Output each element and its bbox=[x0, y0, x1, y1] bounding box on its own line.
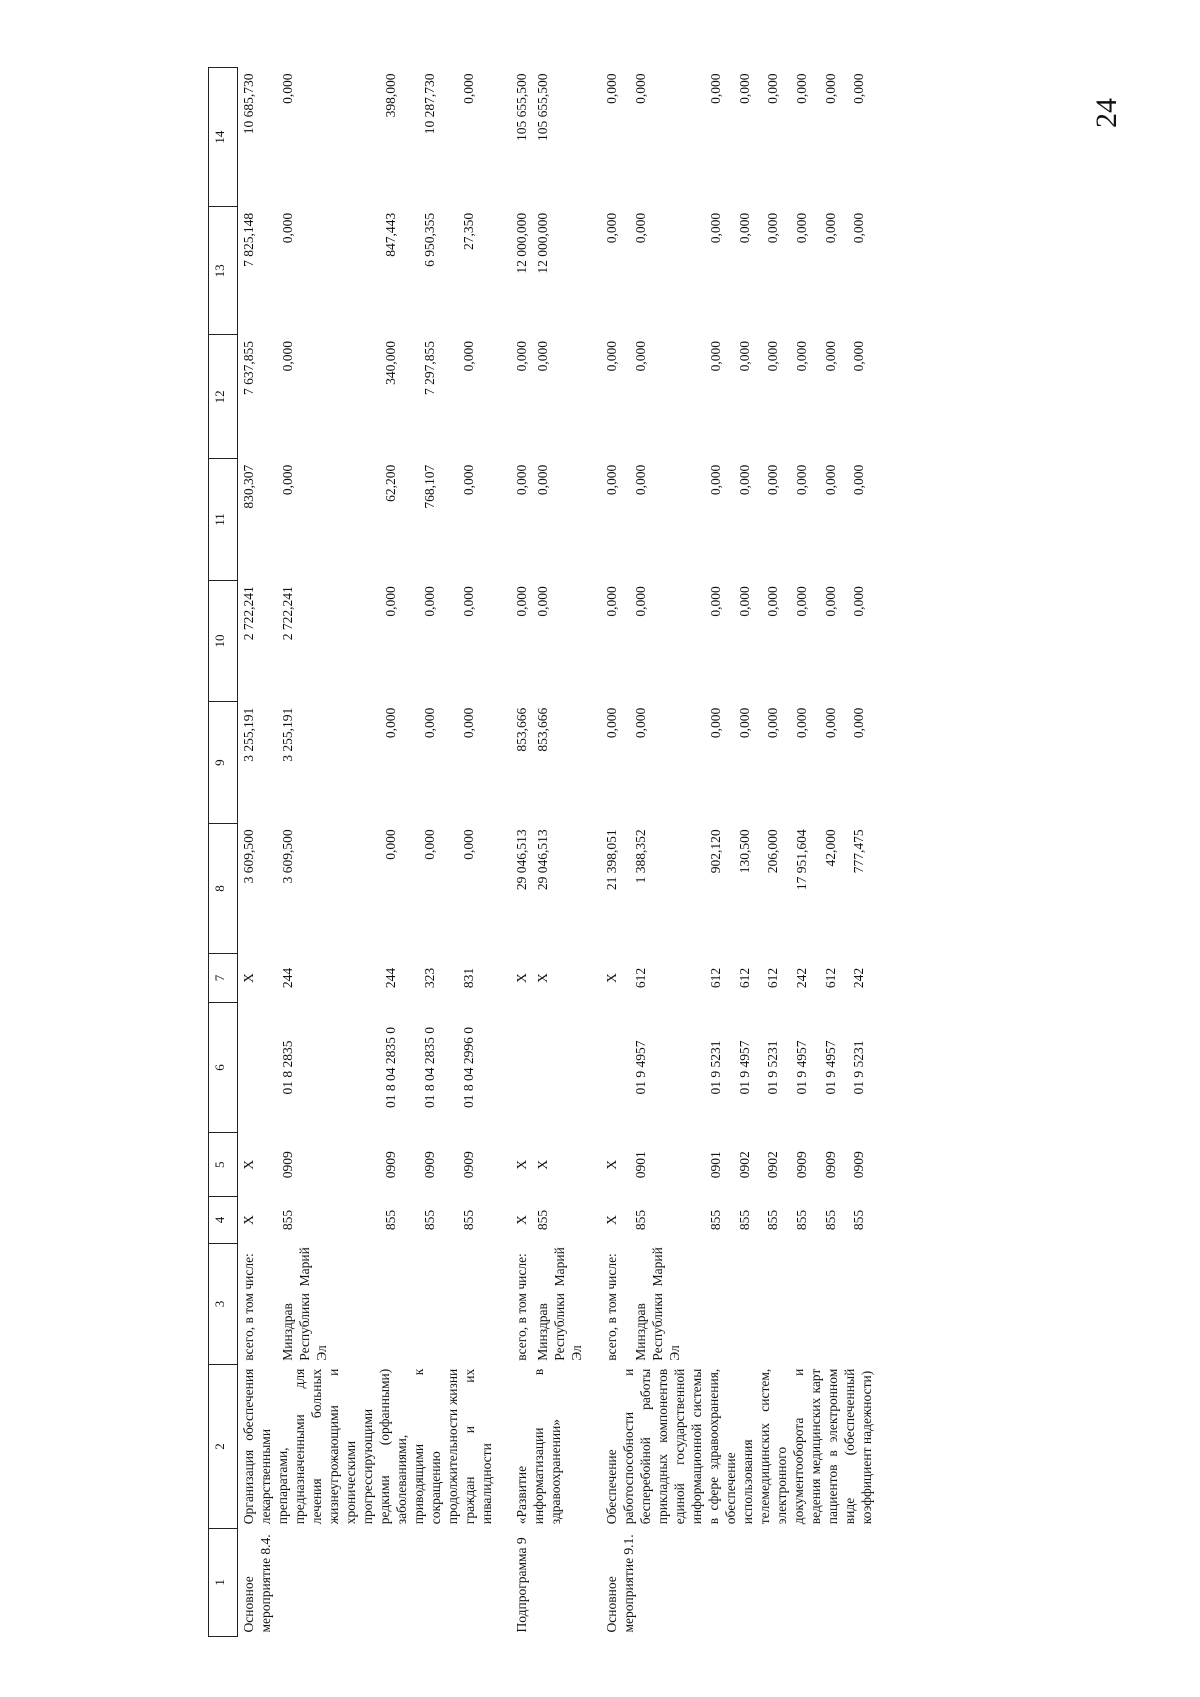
cell-c14: 0,000 bbox=[604, 73, 619, 104]
cell-c7: 244 bbox=[280, 967, 296, 989]
cell-c5: 0909 bbox=[851, 1151, 867, 1179]
cell-c5: X bbox=[535, 1159, 550, 1170]
cell-c3: всего, в том числе: bbox=[241, 1253, 256, 1361]
cell-c6: 01 9 4957 bbox=[822, 1040, 838, 1095]
cell-c14: 105 655,500 bbox=[514, 73, 529, 141]
cell-c12: 0,000 bbox=[851, 340, 867, 372]
cell-c10: 0,000 bbox=[421, 586, 437, 617]
cell-c6 bbox=[238, 1002, 278, 1132]
cell-c13: 7 825,148 bbox=[241, 212, 256, 267]
cell-c9: 0,000 bbox=[421, 707, 437, 739]
cell-c14: 0,000 bbox=[707, 73, 723, 104]
cell-c4: X bbox=[514, 1215, 529, 1225]
cell-c3 bbox=[419, 1243, 458, 1365]
cell-c7: X bbox=[604, 973, 619, 983]
cell-c13: 0,000 bbox=[851, 212, 867, 244]
cell-c12: 0,000 bbox=[793, 340, 809, 372]
cell-c3 bbox=[762, 1243, 791, 1365]
cell-c11: 0,000 bbox=[280, 464, 296, 496]
cell-c10: 0,000 bbox=[382, 586, 398, 617]
cell-c7: X bbox=[241, 973, 256, 983]
cell-c3 bbox=[734, 1243, 763, 1365]
cell-c9: 0,000 bbox=[460, 707, 476, 739]
budget-table bbox=[208, 67, 877, 1637]
cell-c7: 323 bbox=[421, 967, 437, 989]
column-header-1: 1 bbox=[209, 1528, 238, 1636]
cell-c8: 777,475 bbox=[851, 829, 867, 874]
cell-c4: 855 bbox=[535, 1209, 550, 1231]
cell-c5: 0909 bbox=[280, 1151, 296, 1179]
cell-c12: 0,000 bbox=[604, 340, 619, 372]
cell-c8: 902,120 bbox=[707, 829, 723, 874]
cell-c11: 0,000 bbox=[460, 464, 476, 496]
cell-c5: X bbox=[241, 1159, 256, 1170]
column-header-10: 10 bbox=[209, 580, 238, 702]
cell-c3 bbox=[820, 1243, 849, 1365]
cell-c9: 853,666 bbox=[535, 707, 550, 752]
cell-c4: 855 bbox=[632, 1209, 648, 1231]
cell-c11: 0,000 bbox=[604, 464, 619, 496]
cell-c11: 0,000 bbox=[535, 464, 550, 496]
cell-c12: 0,000 bbox=[765, 340, 781, 372]
table-header bbox=[209, 68, 238, 1637]
table-row bbox=[511, 68, 532, 1637]
cell-c8: 21 398,051 bbox=[604, 829, 619, 891]
cell-c13: 27,350 bbox=[460, 212, 476, 250]
column-header-14: 14 bbox=[209, 68, 238, 207]
cell-c12: 0,000 bbox=[460, 340, 476, 372]
cell-c6: 01 9 5231 bbox=[851, 1040, 867, 1095]
cell-c3 bbox=[705, 1243, 734, 1365]
cell-c3: всего, в том числе: bbox=[604, 1253, 619, 1361]
cell-c4: 855 bbox=[851, 1209, 867, 1231]
cell-c5: 0909 bbox=[421, 1151, 437, 1179]
cell-c14: 0,000 bbox=[822, 73, 838, 104]
cell-c9: 0,000 bbox=[604, 707, 619, 739]
cell-c14: 0,000 bbox=[765, 73, 781, 104]
cell-c11: 768,107 bbox=[421, 464, 437, 509]
cell-c12: 340,000 bbox=[382, 340, 398, 385]
cell-c3 bbox=[380, 1243, 419, 1365]
cell-c10: 0,000 bbox=[736, 586, 752, 617]
cell-c4: 855 bbox=[765, 1209, 781, 1231]
cell-c5: 0909 bbox=[382, 1151, 398, 1179]
cell-c9: 0,000 bbox=[793, 707, 809, 739]
cell-c11: 0,000 bbox=[822, 464, 838, 496]
cell-c5: 0909 bbox=[793, 1151, 809, 1179]
column-header-8: 8 bbox=[209, 823, 238, 953]
cell-c3: Минздрав Республики Марий Эл bbox=[280, 1247, 330, 1361]
cell-c14: 10 287,730 bbox=[421, 73, 437, 135]
cell-c7: X bbox=[514, 973, 529, 983]
cell-c9: 0,000 bbox=[632, 707, 648, 739]
page-number: 24 bbox=[1090, 98, 1123, 128]
cell-c6: 01 8 04 2835 0 bbox=[382, 1027, 398, 1108]
cell-c10: 0,000 bbox=[604, 586, 619, 617]
cell-c8: 3 609,500 bbox=[241, 829, 256, 884]
cell-c14: 0,000 bbox=[280, 73, 296, 104]
cell-c8: 1 388,352 bbox=[632, 829, 648, 884]
cell-c6: 01 8 2835 bbox=[280, 1040, 296, 1095]
item-code: Основное мероприятие 9.1. bbox=[604, 1534, 636, 1633]
cell-c8: 29 046,513 bbox=[535, 829, 550, 891]
column-header-5: 5 bbox=[209, 1133, 238, 1197]
cell-c14: 0,000 bbox=[460, 73, 476, 104]
cell-c8: 17 951,604 bbox=[793, 829, 809, 891]
cell-c7: 612 bbox=[632, 967, 648, 989]
cell-c3: Минздрав Республики Марий Эл bbox=[535, 1247, 584, 1361]
cell-c8: 0,000 bbox=[421, 829, 437, 860]
cell-c6: 01 9 4957 bbox=[632, 1040, 648, 1095]
cell-c9: 3 255,191 bbox=[280, 707, 296, 762]
cell-c10: 0,000 bbox=[765, 586, 781, 617]
cell-c13: 0,000 bbox=[765, 212, 781, 244]
cell-c13: 0,000 bbox=[280, 212, 296, 244]
column-header-2: 2 bbox=[209, 1365, 238, 1529]
cell-c6: 01 8 04 2996 0 bbox=[460, 1027, 476, 1108]
cell-c8: 0,000 bbox=[382, 829, 398, 860]
cell-c13: 12 000,000 bbox=[514, 212, 529, 274]
cell-c7: 612 bbox=[736, 967, 752, 989]
cell-c12: 0,000 bbox=[736, 340, 752, 372]
cell-c9: 0,000 bbox=[707, 707, 723, 739]
item-code: Основное мероприятие 8.4. bbox=[241, 1534, 273, 1633]
cell-c12: 7 297,855 bbox=[421, 340, 437, 395]
cell-c11: 0,000 bbox=[514, 464, 529, 496]
cell-c12: 0,000 bbox=[280, 340, 296, 372]
cell-c11: 0,000 bbox=[793, 464, 809, 496]
cell-c10: 0,000 bbox=[514, 586, 529, 617]
cell-c3: Минздрав Республики Марий Эл bbox=[632, 1247, 682, 1361]
cell-c12: 0,000 bbox=[535, 340, 550, 372]
column-header-7: 7 bbox=[209, 954, 238, 1003]
cell-c13: 0,000 bbox=[632, 212, 648, 244]
cell-c6 bbox=[601, 1002, 630, 1132]
cell-c11: 62,200 bbox=[382, 464, 398, 502]
cell-c14: 0,000 bbox=[851, 73, 867, 104]
cell-c5: 0901 bbox=[707, 1151, 723, 1179]
cell-c4: 855 bbox=[421, 1209, 437, 1231]
cell-c14: 0,000 bbox=[632, 73, 648, 104]
item-code: Подпрограмма 9 bbox=[514, 1537, 529, 1633]
cell-c9: 0,000 bbox=[765, 707, 781, 739]
item-description: Обеспечение работоспособности и бесперебойной работы прикладных компонентов единой государственной информационной системы в сфере здравоохранения, обеспечение использования телемедицинских систем, электронного документооборота и ведения медицинских карт пациентов в электронном виде (обеспеченный коэффициент надежности) bbox=[604, 1368, 874, 1525]
cell-c8: 3 609,500 bbox=[280, 829, 296, 884]
cell-c7: 612 bbox=[765, 967, 781, 989]
cell-c3 bbox=[458, 1243, 497, 1365]
cell-c8: 206,000 bbox=[765, 829, 781, 874]
cell-c5: 0909 bbox=[822, 1151, 838, 1179]
cell-c14: 0,000 bbox=[793, 73, 809, 104]
cell-c11: 0,000 bbox=[851, 464, 867, 496]
cell-c6: 01 9 5231 bbox=[707, 1040, 723, 1095]
cell-c11: 0,000 bbox=[736, 464, 752, 496]
cell-c10: 0,000 bbox=[793, 586, 809, 617]
cell-c10: 0,000 bbox=[535, 586, 550, 617]
cell-c10: 0,000 bbox=[460, 586, 476, 617]
cell-c13: 0,000 bbox=[793, 212, 809, 244]
cell-c12: 0,000 bbox=[514, 340, 529, 372]
column-header-4: 4 bbox=[209, 1197, 238, 1243]
cell-c12: 0,000 bbox=[822, 340, 838, 372]
column-header-6: 6 bbox=[209, 1002, 238, 1132]
rotated-table-wrapper bbox=[208, 67, 968, 1637]
table-body bbox=[238, 68, 878, 1637]
cell-c11: 830,307 bbox=[241, 464, 256, 509]
cell-c12: 0,000 bbox=[632, 340, 648, 372]
cell-c13: 0,000 bbox=[736, 212, 752, 244]
cell-c6: 01 8 04 2835 0 bbox=[421, 1027, 437, 1108]
cell-c10: 0,000 bbox=[707, 586, 723, 617]
cell-c8: 42,000 bbox=[822, 829, 838, 867]
column-header-3: 3 bbox=[209, 1243, 238, 1365]
cell-c4: X bbox=[604, 1215, 619, 1225]
cell-c9: 0,000 bbox=[382, 707, 398, 739]
cell-c9: 853,666 bbox=[514, 707, 529, 752]
cell-c8: 0,000 bbox=[460, 829, 476, 860]
cell-c6 bbox=[532, 1002, 587, 1132]
cell-c4: 855 bbox=[822, 1209, 838, 1231]
cell-c5: 0902 bbox=[736, 1151, 752, 1179]
cell-c13: 0,000 bbox=[604, 212, 619, 244]
cell-c4: 855 bbox=[707, 1209, 723, 1231]
cell-c8: 130,500 bbox=[736, 829, 752, 874]
column-header-11: 11 bbox=[209, 459, 238, 581]
cell-c7: 242 bbox=[851, 967, 867, 989]
cell-c5: 0909 bbox=[460, 1151, 476, 1179]
cell-c10: 2 722,241 bbox=[280, 586, 296, 641]
cell-c4: 855 bbox=[382, 1209, 398, 1231]
cell-c5: X bbox=[604, 1159, 619, 1170]
cell-c7: 612 bbox=[822, 967, 838, 989]
item-description: Организация обеспечения лекарственными препаратами, предназначенными для лечения больных жизнеугрожающими и хроническими прогрессирующими редкими (орфанными) заболеваниями, приводящими к сокращению продолжительности жизни граждан и их инвалидности bbox=[241, 1368, 494, 1525]
table-row bbox=[601, 68, 630, 1637]
cell-c4: 855 bbox=[460, 1209, 476, 1231]
cell-c9: 0,000 bbox=[822, 707, 838, 739]
cell-c4: 855 bbox=[736, 1209, 752, 1231]
cell-c3 bbox=[848, 1243, 877, 1365]
cell-c4: 855 bbox=[793, 1209, 809, 1231]
cell-c9: 0,000 bbox=[851, 707, 867, 739]
item-description: «Развитие информатизации в здравоохранении» bbox=[514, 1368, 563, 1525]
column-header-13: 13 bbox=[209, 207, 238, 335]
cell-c6: 01 9 4957 bbox=[736, 1040, 752, 1095]
cell-c5: 0901 bbox=[632, 1151, 648, 1179]
cell-c10: 2 722,241 bbox=[241, 586, 256, 641]
cell-c13: 0,000 bbox=[707, 212, 723, 244]
cell-c11: 0,000 bbox=[765, 464, 781, 496]
cell-c7: 612 bbox=[707, 967, 723, 989]
group-separator bbox=[497, 68, 511, 1637]
cell-c14: 398,000 bbox=[382, 73, 398, 118]
cell-c13: 12 000,000 bbox=[535, 212, 550, 274]
cell-c12: 0,000 bbox=[707, 340, 723, 372]
cell-c4: 855 bbox=[280, 1209, 296, 1231]
cell-c10: 0,000 bbox=[822, 586, 838, 617]
cell-c11: 0,000 bbox=[632, 464, 648, 496]
cell-c7: 831 bbox=[460, 967, 476, 989]
cell-c10: 0,000 bbox=[632, 586, 648, 617]
cell-c3 bbox=[791, 1243, 820, 1365]
cell-c13: 847,443 bbox=[382, 212, 398, 257]
cell-c4: X bbox=[241, 1215, 256, 1225]
cell-c8: 29 046,513 bbox=[514, 829, 529, 891]
cell-c3: всего, в том числе: bbox=[514, 1253, 529, 1361]
cell-c10: 0,000 bbox=[851, 586, 867, 617]
cell-c5: X bbox=[514, 1159, 529, 1170]
cell-c14: 0,000 bbox=[736, 73, 752, 104]
cell-c13: 0,000 bbox=[822, 212, 838, 244]
cell-c13: 6 950,355 bbox=[421, 212, 437, 267]
cell-c6: 01 9 5231 bbox=[765, 1040, 781, 1095]
cell-c14: 105 655,500 bbox=[535, 73, 550, 141]
cell-c7: 242 bbox=[793, 967, 809, 989]
cell-c7: 244 bbox=[382, 967, 398, 989]
cell-c7: X bbox=[535, 973, 550, 983]
cell-c12: 7 637,855 bbox=[241, 340, 256, 395]
group-separator bbox=[587, 68, 601, 1637]
cell-c6: 01 9 4957 bbox=[793, 1040, 809, 1095]
column-header-9: 9 bbox=[209, 702, 238, 824]
cell-c6 bbox=[511, 1002, 532, 1132]
cell-c9: 3 255,191 bbox=[241, 707, 256, 762]
cell-c14: 10 685,730 bbox=[241, 73, 256, 135]
cell-c5: 0902 bbox=[765, 1151, 781, 1179]
column-header-12: 12 bbox=[209, 335, 238, 459]
table-row bbox=[238, 68, 278, 1637]
cell-c11: 0,000 bbox=[707, 464, 723, 496]
cell-c9: 0,000 bbox=[736, 707, 752, 739]
